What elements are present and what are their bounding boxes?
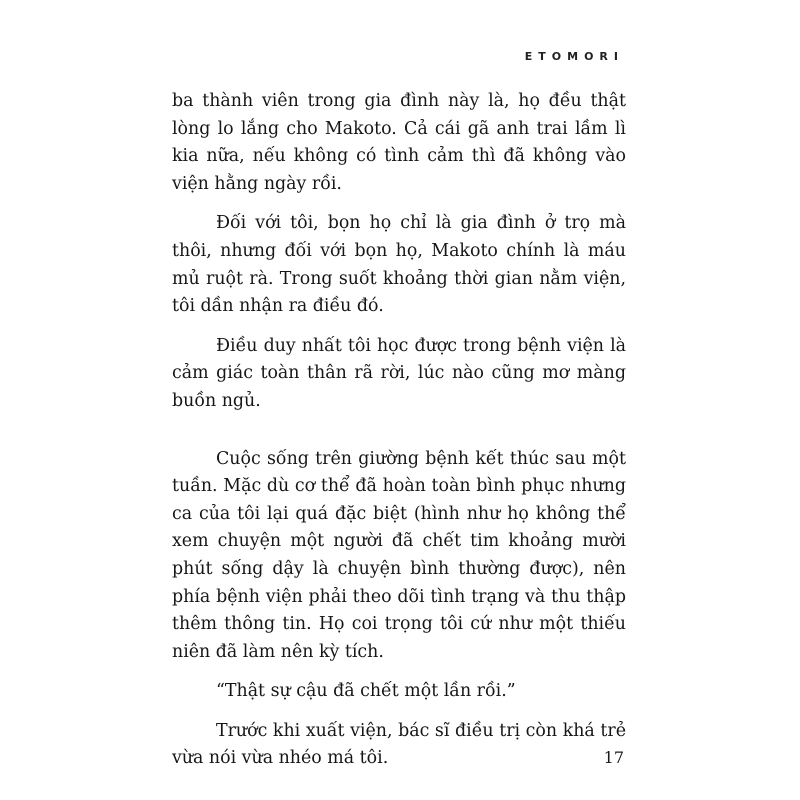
body-text xyxy=(172,88,626,785)
paragraph: Đối với tôi, bọn họ chỉ là gia đình ở trọ mà thôi, nhưng đối với bọn họ, Makoto chính là máu mủ ruột rà. Trong suốt khoảng thời gian nằm viện, tôi dần nhận ra điều đó. xyxy=(172,213,626,317)
paragraph: Điều duy nhất tôi học được trong bệnh viện là cảm giác toàn thân rã rời, lúc nào cũng mơ màng buồn ngủ. xyxy=(172,335,626,411)
running-head: ETOMORI xyxy=(524,50,624,63)
paragraph: Cuộc sống trên giường bệnh kết thúc sau một tuần. Mặc dù cơ thể đã hoàn toàn bình phục nhưng ca của tôi lại quá đặc biệt (hình như họ không thể xem chuyện một người đã chết tim khoảng mười phút sống dậy là chuyện bình thường được), nên phía bệnh viện phải theo dõi tình trạng và thu thập thêm thông tin. Họ coi trọng tôi cứ như một thiếu niên đã làm nên kỳ tích. xyxy=(172,448,626,662)
paragraph-continued: ba thành viên trong gia đình này là, họ đều thật lòng lo lắng cho Makoto. Cả cái gã anh trai lầm lì kia nữa, nếu không có tình cảm thì đã không vào viện hằng ngày rồi. xyxy=(172,91,626,194)
dialogue-line: “Thật sự cậu đã chết một lần rồi.” xyxy=(216,681,516,702)
paragraph: Trước khi xuất viện, bác sĩ điều trị còn khá trẻ vừa nói vừa nhéo má tôi. xyxy=(172,720,626,769)
page-number: 17 xyxy=(603,748,624,767)
